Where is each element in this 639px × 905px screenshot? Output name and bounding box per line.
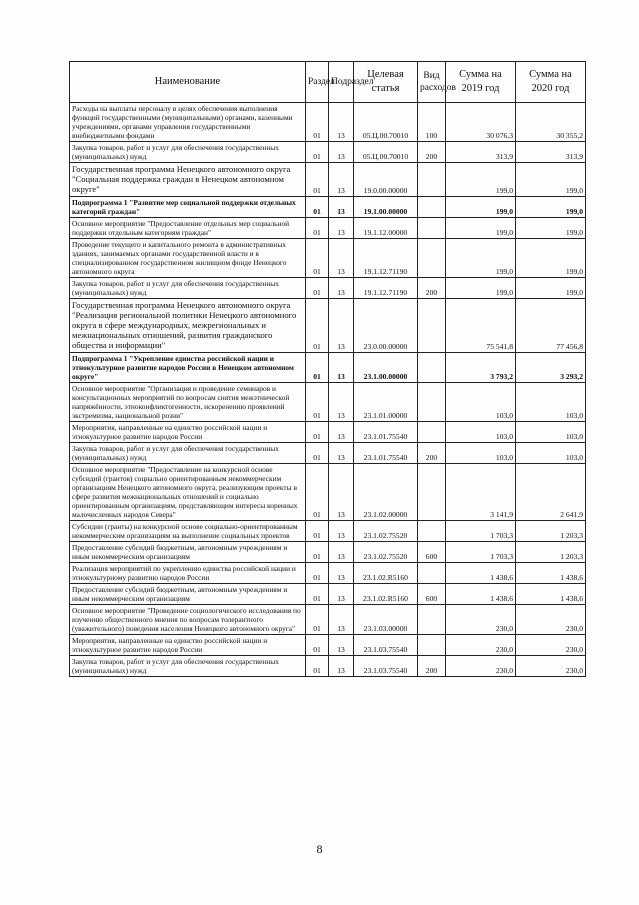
row-razdel: 01 [306, 298, 329, 352]
table-row [70, 463, 586, 520]
row-sum-2019: 199,0 [446, 163, 516, 197]
table-row [70, 196, 586, 217]
row-sum-2019: 199,0 [446, 277, 516, 298]
row-sum-2020: 2 641,9 [516, 463, 586, 520]
table-row [70, 352, 586, 382]
row-razdel: 01 [306, 562, 329, 583]
row-sum-2019: 103,0 [446, 421, 516, 442]
row-target: 23.1.02.75520 [354, 541, 418, 562]
row-target: 23.1.01.75540 [354, 442, 418, 463]
row-sum-2020: 199,0 [516, 277, 586, 298]
row-sum-2020: 199,0 [516, 163, 586, 197]
row-razdel: 01 [306, 163, 329, 197]
row-name: Субсидии (гранты) на конкурсной основе социально-ориентированным некоммерческим организациям на выполнение социальных проектов [70, 520, 306, 541]
table-row [70, 541, 586, 562]
row-target: 05.Ц.00.70010 [354, 142, 418, 163]
row-sum-2020: 1 203,3 [516, 541, 586, 562]
row-razdel: 01 [306, 196, 329, 217]
row-podrazdel: 13 [329, 562, 354, 583]
row-name: Закупка товаров, работ и услуг для обеспечения государственных (муниципальных) нужд [70, 142, 306, 163]
table-body [70, 103, 586, 677]
row-name: Проведение текущего и капитального ремонта в административных зданиях, занимаемых органами государственной власти и в специализированном государственном жилищном фонде Ненецкого автономного округа [70, 238, 306, 277]
table-row [70, 103, 586, 142]
row-podrazdel: 13 [329, 520, 354, 541]
row-target: 23.1.02.00000 [354, 463, 418, 520]
row-sum-2020: 103,0 [516, 442, 586, 463]
header-target: Целевая статья [354, 62, 418, 103]
row-vid: 200 [418, 277, 446, 298]
row-sum-2020: 103,0 [516, 382, 586, 421]
table-row [70, 634, 586, 655]
header-name: Наименование [70, 62, 306, 103]
budget-table [69, 61, 586, 677]
row-name: Мероприятия, направленные на единство российской нации и этнокультурное развитие народов России [70, 634, 306, 655]
row-target: 19.1.12.71190 [354, 277, 418, 298]
row-target: 23.1.02.R5160 [354, 583, 418, 604]
row-sum-2019: 199,0 [446, 217, 516, 238]
row-vid [418, 163, 446, 197]
row-podrazdel: 13 [329, 103, 354, 142]
table-row [70, 583, 586, 604]
row-name: Государственная программа Ненецкого автономного округа "Реализация региональной политики Ненецкого автономного округа в сфере международных, межрегиональных и межнациональных отношений, развития гражданского общества и информации" [70, 298, 306, 352]
row-vid [418, 421, 446, 442]
row-vid: 200 [418, 655, 446, 676]
table-header-row [70, 62, 586, 103]
row-razdel: 01 [306, 382, 329, 421]
table-row [70, 520, 586, 541]
row-vid [418, 238, 446, 277]
row-podrazdel: 13 [329, 238, 354, 277]
row-podrazdel: 13 [329, 541, 354, 562]
row-vid: 600 [418, 583, 446, 604]
row-sum-2019: 103,0 [446, 442, 516, 463]
table-row [70, 277, 586, 298]
row-sum-2020: 230,0 [516, 634, 586, 655]
row-vid [418, 520, 446, 541]
row-sum-2019: 75 541,8 [446, 298, 516, 352]
row-name: Реализация мероприятий по укреплению единства российской нации и этнокультурному развитию народов России [70, 562, 306, 583]
row-name: Государственная программа Ненецкого автономного округа "Социальная поддержка граждан в Ненецком автономном округе" [70, 163, 306, 197]
row-sum-2019: 230,0 [446, 604, 516, 634]
row-razdel: 01 [306, 463, 329, 520]
row-name: Основное мероприятие "Предоставление на конкурсной основе субсидий (грантов) социально ориентированным некоммерческим организациям Ненецкого автономного округа, реализующим проекты в сфере развития межнациональных отношений и социально ориентированным организациям, представляющим интересы коренных малочисленных народов Севера" [70, 463, 306, 520]
row-podrazdel: 13 [329, 217, 354, 238]
row-razdel: 01 [306, 442, 329, 463]
row-vid [418, 196, 446, 217]
row-sum-2020: 3 293,2 [516, 352, 586, 382]
row-target: 23.0.00.00000 [354, 298, 418, 352]
row-target: 23.1.02.R5160 [354, 562, 418, 583]
row-razdel: 01 [306, 421, 329, 442]
row-sum-2019: 30 076,3 [446, 103, 516, 142]
row-target: 19.1.12.71190 [354, 238, 418, 277]
row-target: 23.1.01.00000 [354, 382, 418, 421]
row-sum-2019: 103,0 [446, 382, 516, 421]
row-vid [418, 604, 446, 634]
row-vid [418, 217, 446, 238]
row-target: 23.1.02.75520 [354, 520, 418, 541]
row-target: 19.1.12.00000 [354, 217, 418, 238]
row-name: Мероприятия, направленные на единство российской нации и этнокультурное развитие народов России [70, 421, 306, 442]
table-row [70, 655, 586, 676]
row-razdel: 01 [306, 634, 329, 655]
row-name: Предоставление субсидий бюджетным, автономным учреждениям и иным некоммерческим организациям [70, 583, 306, 604]
row-target: 05.Ц.00.70010 [354, 103, 418, 142]
row-vid [418, 562, 446, 583]
row-podrazdel: 13 [329, 163, 354, 197]
row-name: Расходы на выплаты персоналу в целях обеспечения выполнения функций государственными (муниципальными) органами, казенными учреждениями, органами управления государственными внебюджетными фондами [70, 103, 306, 142]
table-row [70, 217, 586, 238]
row-vid [418, 634, 446, 655]
row-podrazdel: 13 [329, 655, 354, 676]
row-sum-2019: 230,0 [446, 655, 516, 676]
row-target: 23.1.03.75540 [354, 634, 418, 655]
row-podrazdel: 13 [329, 382, 354, 421]
row-podrazdel: 13 [329, 634, 354, 655]
row-razdel: 01 [306, 238, 329, 277]
row-sum-2020: 1 438,6 [516, 562, 586, 583]
row-sum-2019: 199,0 [446, 196, 516, 217]
row-name: Основное мероприятие "Проведение социологического исследования по изучению общественного мнения по вопросам толерантного (уважительного) поведения населения Ненецкого автономного округа" [70, 604, 306, 634]
table-row [70, 142, 586, 163]
row-sum-2019: 313,9 [446, 142, 516, 163]
row-vid: 200 [418, 142, 446, 163]
row-name: Основное мероприятие "Организация и проведение семинаров и консультационных мероприятий по вопросам снятия межэтнической напряжённости, этноконфликтогенности, искоренению проявлений экстремизма, национальной розни" [70, 382, 306, 421]
row-razdel: 01 [306, 520, 329, 541]
row-sum-2020: 199,0 [516, 238, 586, 277]
row-sum-2020: 230,0 [516, 604, 586, 634]
header-vid: Вид расходов [418, 62, 446, 103]
row-vid: 200 [418, 442, 446, 463]
row-name: Закупка товаров, работ и услуг для обеспечения государственных (муниципальных) нужд [70, 277, 306, 298]
row-vid [418, 298, 446, 352]
row-sum-2019: 1 703,3 [446, 520, 516, 541]
header-razdel: Раздел [306, 62, 329, 103]
table-row [70, 382, 586, 421]
row-sum-2020: 77 456,8 [516, 298, 586, 352]
row-podrazdel: 13 [329, 421, 354, 442]
row-podrazdel: 13 [329, 196, 354, 217]
row-podrazdel: 13 [329, 298, 354, 352]
table-row [70, 421, 586, 442]
row-sum-2019: 1 703,3 [446, 541, 516, 562]
row-sum-2020: 1 203,3 [516, 520, 586, 541]
page-number: 8 [316, 842, 323, 856]
row-podrazdel: 13 [329, 352, 354, 382]
row-name: Предоставление субсидий бюджетным, автономным учреждениям и иным некоммерческим организациям [70, 541, 306, 562]
row-sum-2020: 199,0 [516, 196, 586, 217]
row-podrazdel: 13 [329, 442, 354, 463]
row-sum-2019: 1 438,6 [446, 583, 516, 604]
row-sum-2020: 230,0 [516, 655, 586, 676]
row-vid [418, 352, 446, 382]
row-sum-2020: 1 438,6 [516, 583, 586, 604]
row-sum-2020: 103,0 [516, 421, 586, 442]
row-podrazdel: 13 [329, 604, 354, 634]
row-name: Подпрограмма 1 "Укрепление единства российской нации и этнокультурное развитие народов России в Ненецком автономном округе" [70, 352, 306, 382]
row-podrazdel: 13 [329, 277, 354, 298]
header-sum-2020: Сумма на 2020 год [516, 62, 586, 103]
row-vid [418, 463, 446, 520]
row-name: Подпрограмма 1 "Развитие мер социальной поддержки отдельных категорий граждан" [70, 196, 306, 217]
row-razdel: 01 [306, 142, 329, 163]
row-target: 19.1.00.00000 [354, 196, 418, 217]
row-name: Закупка товаров, работ и услуг для обеспечения государственных (муниципальных) нужд [70, 442, 306, 463]
table-row [70, 562, 586, 583]
row-target: 23.1.01.75540 [354, 421, 418, 442]
row-sum-2019: 3 141,9 [446, 463, 516, 520]
row-razdel: 01 [306, 604, 329, 634]
row-razdel: 01 [306, 583, 329, 604]
row-target: 23.1.00.00000 [354, 352, 418, 382]
row-name: Закупка товаров, работ и услуг для обеспечения государственных (муниципальных) нужд [70, 655, 306, 676]
row-vid: 600 [418, 541, 446, 562]
table-row [70, 442, 586, 463]
row-razdel: 01 [306, 103, 329, 142]
row-razdel: 01 [306, 217, 329, 238]
row-sum-2019: 3 793,2 [446, 352, 516, 382]
row-sum-2020: 199,0 [516, 217, 586, 238]
row-target: 23.1.03.75540 [354, 655, 418, 676]
row-podrazdel: 13 [329, 583, 354, 604]
budget-table-sheet [69, 61, 585, 677]
row-name: Основное мероприятие "Предоставление отдельных мер социальной поддержки отдельным категориям граждан" [70, 217, 306, 238]
row-vid [418, 382, 446, 421]
row-razdel: 01 [306, 277, 329, 298]
row-sum-2019: 199,0 [446, 238, 516, 277]
row-sum-2019: 1 438,6 [446, 562, 516, 583]
header-sum-2019: Сумма на 2019 год [446, 62, 516, 103]
row-razdel: 01 [306, 655, 329, 676]
table-row [70, 298, 586, 352]
row-sum-2020: 313,9 [516, 142, 586, 163]
row-sum-2019: 230,0 [446, 634, 516, 655]
row-podrazdel: 13 [329, 142, 354, 163]
header-podrazdel: Подраздел [329, 62, 354, 103]
table-row [70, 163, 586, 197]
table-row [70, 604, 586, 634]
row-target: 23.1.03.00000 [354, 604, 418, 634]
row-razdel: 01 [306, 541, 329, 562]
row-sum-2020: 30 355,2 [516, 103, 586, 142]
row-target: 19.0.00.00000 [354, 163, 418, 197]
table-row [70, 238, 586, 277]
row-razdel: 01 [306, 352, 329, 382]
row-podrazdel: 13 [329, 463, 354, 520]
row-vid: 100 [418, 103, 446, 142]
